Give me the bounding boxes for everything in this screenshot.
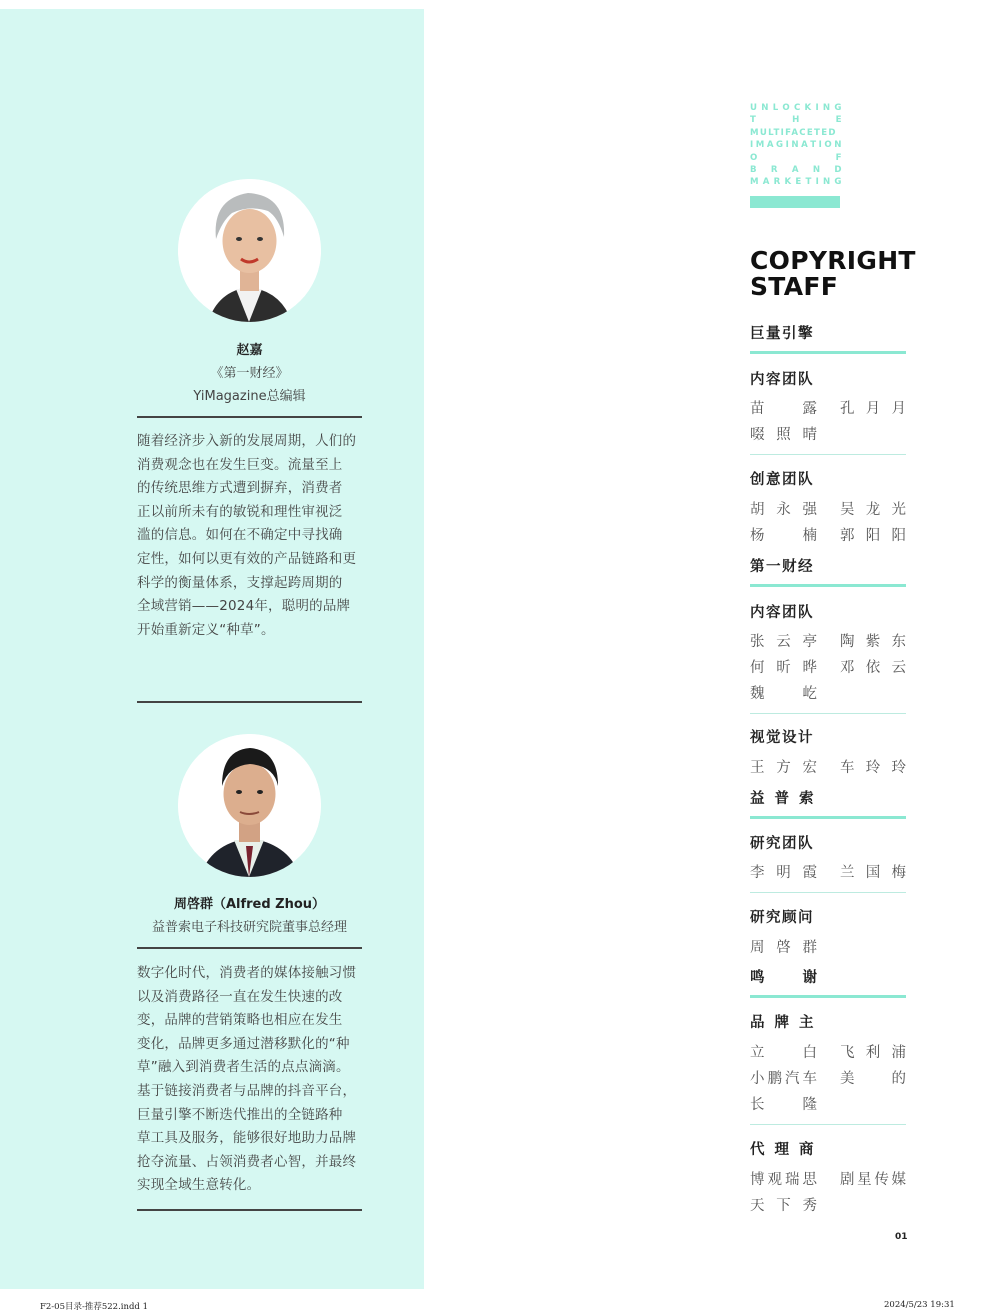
staff-name: 苗 露 (750, 401, 817, 417)
green-rule (750, 351, 906, 354)
section-heading: 研究顾问 (750, 910, 814, 926)
tagline-line: M A R K E T I N G (750, 177, 842, 188)
staff-name: 邓 依 云 (840, 660, 906, 676)
staff-name: 郭 阳 阳 (840, 528, 906, 544)
green-rule (750, 995, 906, 998)
org-heading: 第一财经 (750, 559, 814, 575)
staff-name: 胡 永 强 (750, 502, 817, 518)
quote-line: 数字化时代，消费者的媒体接触习惯 (137, 965, 357, 981)
staff-name: 张 云 亭 (750, 634, 817, 650)
thin-rule (750, 892, 906, 893)
thin-rule (750, 1124, 906, 1125)
quote-line: 随着经济步入新的发展周期，人们的 (137, 433, 357, 449)
person-title: 益普索电子科技研究院董事总经理 (151, 920, 347, 935)
section-heading: 内容团队 (750, 372, 814, 388)
org-heading: 益普索 (750, 791, 824, 807)
staff-name: 吴 龙 光 (840, 502, 906, 518)
quote-line: 以及消费路径一直在发生快速的改 (137, 988, 343, 1005)
title-line: STAFF (750, 272, 839, 301)
quote-line: 草工具及服务，能够很好地助力品牌 (137, 1130, 357, 1147)
staff-name: 啜 照 晴 (750, 427, 817, 443)
org-heading: 鸣 谢 (750, 970, 817, 986)
person-name: 赵嘉 (236, 343, 263, 358)
thin-rule (750, 454, 906, 455)
quote-line: 开始重新定义“种草”。 (137, 621, 275, 638)
agency-name: 天 下 秀 (750, 1198, 817, 1214)
quote-line: 草”融入到消费者生活的点点滴滴。 (137, 1059, 350, 1076)
section-heading: 视觉设计 (750, 730, 814, 746)
tagline-line: B R A N D (750, 165, 842, 176)
green-rule (750, 816, 906, 819)
person-title: YiMagazine总编辑 (193, 389, 306, 404)
person-name: 周啓群（Alfred Zhou） (173, 897, 326, 912)
quote-line: 全域营销——2024年，聪明的品牌 (137, 598, 351, 615)
accent-bar (750, 196, 840, 208)
quote-line: 消费观念也在发生巨变。流量至上 (137, 456, 343, 473)
thin-rule (750, 713, 906, 714)
page-title (750, 248, 916, 300)
tagline-line: T H E (750, 115, 842, 126)
quote-zhao-jia (137, 430, 365, 642)
green-rule (750, 584, 906, 587)
print-slug-date: 2024/5/23 19:31 (884, 1300, 955, 1310)
section-heading: 创意团队 (750, 472, 814, 488)
quote-line: 的传统思维方式遭到摒弃，消费者 (137, 480, 343, 497)
quote-line: 变，品牌的营销策略也相应在发生 (137, 1012, 343, 1029)
print-slug-file: F2-05目录-推荐522.indd 1 (40, 1302, 148, 1312)
brand-name: 长 隆 (750, 1097, 817, 1113)
quote-line: 巨量引擎不断迭代推出的全链路种 (137, 1106, 343, 1123)
org-heading: 巨量引擎 (750, 326, 814, 342)
section-heading: 内容团队 (750, 605, 814, 621)
staff-name: 周 啓 群 (750, 940, 817, 956)
section-heading: 研究团队 (750, 836, 814, 852)
section-heading: 代理商 (750, 1142, 824, 1158)
staff-name: 李 明 霞 (750, 865, 817, 881)
staff-name: 孔 月 月 (840, 401, 906, 417)
staff-name: 魏 屹 (750, 686, 817, 702)
quote-line: 实现全域生意转化。 (137, 1177, 261, 1194)
avatar-alfred-zhou (178, 734, 321, 877)
brand-name: 立 白 (750, 1045, 817, 1061)
divider (137, 1209, 362, 1211)
quote-line: 抢夺流量、占领消费者心智，并最终 (137, 1153, 357, 1170)
staff-name: 王 方 宏 (750, 760, 817, 776)
staff-name: 兰 国 梅 (840, 865, 906, 881)
staff-name: 陶 紫 东 (840, 634, 906, 650)
quote-line: 滥的信息。如何在不确定中寻找确 (137, 527, 343, 544)
title-line: COPYRIGHT (750, 246, 916, 275)
agency-name: 博 观 瑞 思 (750, 1172, 817, 1188)
staff-name: 车 玲 玲 (840, 760, 906, 776)
quote-line: 科学的衡量体系，支撑起跨周期的 (137, 574, 343, 591)
tagline-line: O F (750, 152, 842, 163)
staff-name: 何 昕 晔 (750, 660, 817, 676)
brand-name: 小 鹏 汽 车 (750, 1071, 817, 1087)
divider (137, 416, 362, 418)
quote-alfred-zhou (137, 962, 365, 1198)
quote-line: 正以前所未有的敏锐和理性审视泛 (137, 503, 343, 520)
section-heading: 品牌主 (750, 1015, 824, 1031)
person-publication: 《第一财经》 (210, 366, 289, 381)
tagline-line: I M A G I N A T I O N (750, 140, 842, 151)
quote-line: 定性，如何以更有效的产品链路和更 (137, 550, 357, 567)
quote-line: 变化，品牌更多通过潜移默化的“种 (137, 1035, 350, 1052)
agency-name: 剧 星 传 媒 (840, 1172, 906, 1188)
brand-name: 飞 利 浦 (840, 1045, 906, 1061)
tagline-line: MULTIFACETED (750, 127, 837, 138)
divider (137, 701, 362, 703)
quote-line: 基于链接消费者与品牌的抖音平台， (137, 1082, 357, 1099)
divider (137, 947, 362, 949)
tagline (750, 102, 842, 189)
tagline-line: U N L O C K I N G (750, 103, 842, 113)
avatar-zhao-jia (178, 179, 321, 322)
page-number: 01 (895, 1232, 908, 1242)
staff-name: 杨 楠 (750, 528, 817, 544)
brand-name: 美 的 (840, 1071, 906, 1087)
